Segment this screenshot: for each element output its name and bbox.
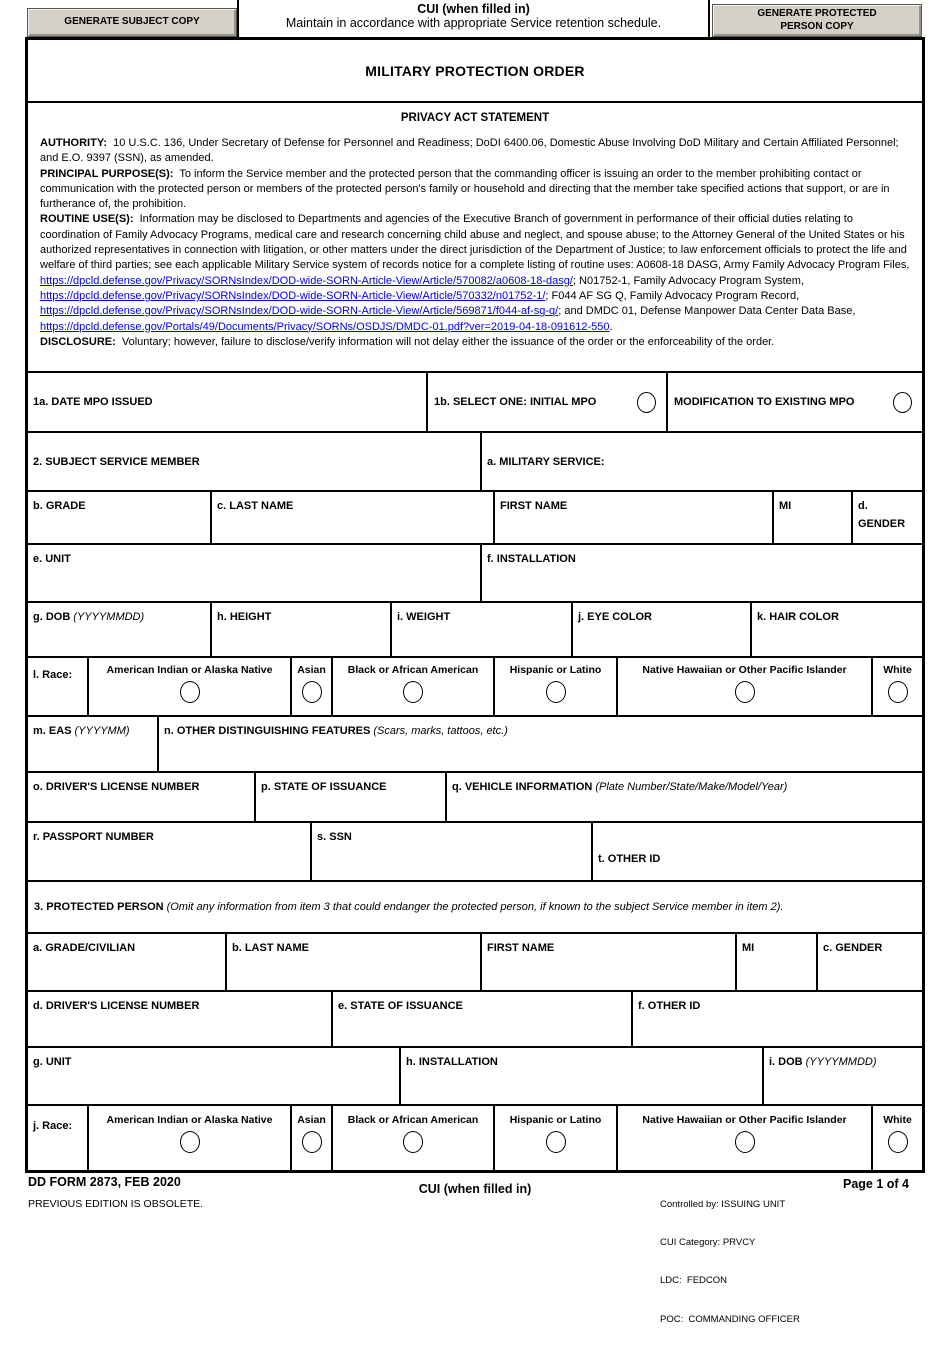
row-mpo-issue xyxy=(28,371,922,431)
modification-mpo-radio[interactable] xyxy=(893,392,912,413)
row-subject-header xyxy=(28,431,922,490)
row-subject-name xyxy=(28,490,922,543)
cui-category: CUI Category: PRVCY xyxy=(660,1236,756,1248)
field-protected-first-name[interactable]: FIRST NAME xyxy=(482,934,737,990)
cui-banner-text: CUI (when filled in) xyxy=(417,2,530,16)
row-subject-ids xyxy=(28,821,922,880)
generate-protected-copy-label-2: PERSON COPY xyxy=(780,20,854,32)
sorn-link-f044[interactable]: https://dpcld.defense.gov/Privacy/SORNsIndex/DOD-wide-SORN-Article-View/Article/569871/f044-af-sg-q/ xyxy=(40,305,559,318)
ldc: LDC: FEDCON xyxy=(660,1275,728,1287)
field-subject-gender[interactable]: d. GENDER xyxy=(858,500,906,530)
row-protected-race xyxy=(28,1104,922,1170)
field-subject-first-name[interactable]: FIRST NAME xyxy=(495,492,774,543)
title-row xyxy=(28,40,922,101)
cui-control-block xyxy=(660,1173,800,1352)
subject-race-asian-cell: Asian xyxy=(292,658,333,715)
page-indicator: Page 1 of 4 xyxy=(843,1177,909,1191)
field-protected-mi[interactable]: MI xyxy=(737,934,818,990)
field-subject-other-id[interactable]: t. OTHER ID xyxy=(598,853,661,865)
protected-race-hispanic-radio[interactable] xyxy=(546,1131,566,1153)
field-subject-features[interactable]: n. OTHER DISTINGUISHING FEATURES (Scars, marks, tattoos, etc.) xyxy=(164,725,508,737)
privacy-act-statement xyxy=(28,101,922,371)
protected-race-white-radio[interactable] xyxy=(888,1131,908,1153)
row-protected-license xyxy=(28,990,922,1046)
subject-race-pacific-islander-radio[interactable] xyxy=(735,681,755,703)
generate-subject-copy-label: GENERATE SUBJECT COPY xyxy=(64,16,200,28)
purpose-paragraph: PRINCIPAL PURPOSE(S): To inform the Service member and the protected person that the commanding officer is issuing an order to the member prohibiting contact or communication with the protected person or members of the protected person's family or household and directing that the member take specified actions that support, or are in furtherance of, the prohibition. xyxy=(40,167,893,211)
field-subject-installation[interactable]: f. INSTALLATION xyxy=(487,553,576,565)
cui-banner xyxy=(237,0,710,37)
military-service-label: a. MILITARY SERVICE: xyxy=(487,455,605,468)
sorn-link-a0608[interactable]: https://dpcld.defense.gov/Privacy/SORNsIndex/DOD-wide-SORN-Article-View/Article/570082/a0608-18-dasg/ xyxy=(40,274,573,287)
footer-cui-banner: CUI (when filled in) xyxy=(418,1182,532,1196)
generate-protected-person-copy-button[interactable] xyxy=(712,4,922,37)
field-subject-unit[interactable]: e. UNIT xyxy=(28,545,482,601)
field-subject-drivers-license[interactable]: o. DRIVER'S LICENSE NUMBER xyxy=(28,773,256,821)
protected-race-american-indian-cell: American Indian or Alaska Native xyxy=(89,1106,292,1170)
row-subject-license xyxy=(28,771,922,821)
protected-race-black-cell: Black or African American xyxy=(333,1106,495,1170)
field-subject-vehicle-info[interactable]: q. VEHICLE INFORMATION (Plate Number/State/Make/Model/Year) xyxy=(452,781,788,793)
subject-race-white-radio[interactable] xyxy=(888,681,908,703)
previous-edition-note: PREVIOUS EDITION IS OBSOLETE. xyxy=(28,1198,204,1210)
field-protected-other-id[interactable]: f. OTHER ID xyxy=(638,1000,701,1012)
subject-race-american-indian-cell: American Indian or Alaska Native xyxy=(89,658,292,715)
subject-race-hispanic-radio[interactable] xyxy=(546,681,566,703)
poc: POC: COMMANDING OFFICER xyxy=(660,1313,800,1325)
sorn-link-n01752[interactable]: https://dpcld.defense.gov/Privacy/SORNsIndex/DOD-wide-SORN-Article-View/Article/570332/n01752-1/ xyxy=(40,289,546,302)
field-subject-eas[interactable]: m. EAS (YYYYMM) xyxy=(28,717,159,771)
field-subject-dob[interactable]: g. DOB (YYYYMMDD) xyxy=(28,603,212,656)
form-number: DD FORM 2873, FEB 2020 xyxy=(28,1175,181,1189)
subject-race-american-indian-radio[interactable] xyxy=(180,681,200,703)
select-one-label: 1b. SELECT ONE: INITIAL MPO xyxy=(434,396,597,408)
field-date-mpo-issued[interactable] xyxy=(28,373,428,431)
page-title: MILITARY PROTECTION ORDER xyxy=(365,62,585,79)
date-mpo-issued-label: 1a. DATE MPO ISSUED xyxy=(33,396,153,408)
controlled-by: Controlled by: ISSUING UNIT xyxy=(660,1198,786,1210)
authority-paragraph: AUTHORITY: 10 U.S.C. 136, Under Secretary of Defense for Personnel and Readiness; DoDI 6400.06, Domestic Abuse Involving DoD Military and Certain Affiliated Personnel; and E.O. 9397 (SSN), as amended. xyxy=(40,137,902,165)
protected-race-pacific-islander-cell: Native Hawaiian or Other Pacific Islander xyxy=(618,1106,873,1170)
protected-race-asian-cell: Asian xyxy=(292,1106,333,1170)
select-initial-mpo-cell xyxy=(428,373,668,431)
generate-subject-copy-button[interactable] xyxy=(27,8,237,37)
subject-service-member-header: 2. SUBJECT SERVICE MEMBER xyxy=(28,433,482,490)
field-subject-ssn[interactable]: s. SSN xyxy=(312,823,593,880)
protected-race-hispanic-cell: Hispanic or Latino xyxy=(495,1106,618,1170)
subject-race-black-cell: Black or African American xyxy=(333,658,495,715)
subject-race-asian-radio[interactable] xyxy=(302,681,322,703)
field-subject-weight[interactable]: i. WEIGHT xyxy=(392,603,573,656)
field-subject-grade[interactable]: b. GRADE xyxy=(28,492,212,543)
field-protected-drivers-license[interactable]: d. DRIVER'S LICENSE NUMBER xyxy=(28,992,333,1046)
row-protected-unit xyxy=(28,1046,922,1104)
protected-race-pacific-islander-radio[interactable] xyxy=(735,1131,755,1153)
field-protected-installation[interactable]: h. INSTALLATION xyxy=(401,1048,764,1104)
field-military-service[interactable] xyxy=(482,433,922,490)
row-subject-race xyxy=(28,656,922,715)
top-banner xyxy=(0,0,950,37)
subject-race-white-cell: White xyxy=(873,658,922,715)
form-body xyxy=(25,37,925,1173)
generate-protected-copy-label-1: GENERATE PROTECTED xyxy=(757,8,877,19)
field-protected-gender[interactable]: c. GENDER xyxy=(823,942,883,954)
field-protected-last-name[interactable]: b. LAST NAME xyxy=(227,934,482,990)
protected-race-asian-radio[interactable] xyxy=(302,1131,322,1153)
field-protected-grade[interactable]: a. GRADE/CIVILIAN xyxy=(28,934,227,990)
protected-race-label: j. Race: xyxy=(28,1106,89,1170)
page-footer xyxy=(0,1173,950,1325)
protected-race-black-radio[interactable] xyxy=(403,1131,423,1153)
field-subject-last-name[interactable]: c. LAST NAME xyxy=(212,492,495,543)
field-protected-unit[interactable]: g. UNIT xyxy=(28,1048,401,1104)
subject-race-hispanic-cell: Hispanic or Latino xyxy=(495,658,618,715)
field-protected-dob[interactable]: i. DOB (YYYYMMDD) xyxy=(769,1056,877,1068)
subject-race-label: l. Race: xyxy=(28,658,89,715)
routine-use-paragraph: ROUTINE USE(S): Information may be disclosed to Departments and agencies of the Executive Branch of government in performance of their official duties relating to coordination of Family Advocacy Programs, medical care and research concerning child abuse and neglect, and spouse abuse; to the Attorney General of the United States or his authorized representatives in connection with litigation, or other matters under the direct jurisdiction of the Department of Justice; to law enforcement officials to protect the life and welfare of third parties; see each applicable Military Service system of records notice for a complete listing of routine uses: A0608-18 DASG, Army Family Advocacy Program Files, https://dpcld.defense.gov/Privacy/SORNsIndex/DOD-wide-SORN-Article-View/Article/570082/a0608-18-dasg/; N01752-1, Family Advocacy Program System, https://dpcld.defense.gov/Privacy/SORNsIndex/DOD-wide-SORN-Article-View/Article/570332/n01752-1/; F044 AF SG Q, Family Advocacy Program Record, https://dpcld.defense.gov/Privacy/SORNsIndex/DOD-wide-SORN-Article-View/Article/569871/f044-af-sg-q/; and DMDC 01, Defense Manpower Data Center Data Base, https://dpcld.defense.gov/Portals/49/Documents/Privacy/SORNs/OSDJS/DMDC-01.pdf?ver=2019-04-18-091612-550. xyxy=(40,213,913,333)
protected-race-white-cell: White xyxy=(873,1106,922,1170)
field-protected-state-issuance[interactable]: e. STATE OF ISSUANCE xyxy=(333,992,633,1046)
subject-race-black-radio[interactable] xyxy=(403,681,423,703)
retention-note: Maintain in accordance with appropriate Service retention schedule. xyxy=(285,16,662,30)
field-subject-state-issuance[interactable]: p. STATE OF ISSUANCE xyxy=(256,773,447,821)
field-subject-height[interactable]: h. HEIGHT xyxy=(212,603,392,656)
row-protected-name xyxy=(28,932,922,990)
row-subject-physical xyxy=(28,601,922,656)
sorn-link-dmdc[interactable]: https://dpcld.defense.gov/Portals/49/Documents/Privacy/SORNs/OSDJS/DMDC-01.pdf?ver=2019-04-18-091612-550 xyxy=(40,320,610,333)
field-subject-hair-color[interactable]: k. HAIR COLOR xyxy=(757,611,839,623)
modification-mpo-label: MODIFICATION TO EXISTING MPO xyxy=(674,396,855,408)
modification-mpo-cell xyxy=(668,373,922,431)
row-subject-features xyxy=(28,715,922,771)
row-subject-unit xyxy=(28,543,922,601)
privacy-heading: PRIVACY ACT STATEMENT xyxy=(400,112,550,124)
field-subject-mi[interactable]: MI xyxy=(774,492,853,543)
field-subject-eye-color[interactable]: j. EYE COLOR xyxy=(573,603,752,656)
disclosure-paragraph: DISCLOSURE: Voluntary; however, failure to disclose/verify information will not delay either the issuance of the order or the enforceability of the order. xyxy=(40,335,775,348)
protected-person-header: 3. PROTECTED PERSON (Omit any information from item 3 that could endanger the protected person, if known to the subject Service member in item 2). xyxy=(28,880,922,932)
protected-race-american-indian-radio[interactable] xyxy=(180,1131,200,1153)
field-subject-passport[interactable]: r. PASSPORT NUMBER xyxy=(28,823,312,880)
subject-race-pacific-islander-cell: Native Hawaiian or Other Pacific Islander xyxy=(618,658,873,715)
initial-mpo-radio[interactable] xyxy=(637,392,656,413)
